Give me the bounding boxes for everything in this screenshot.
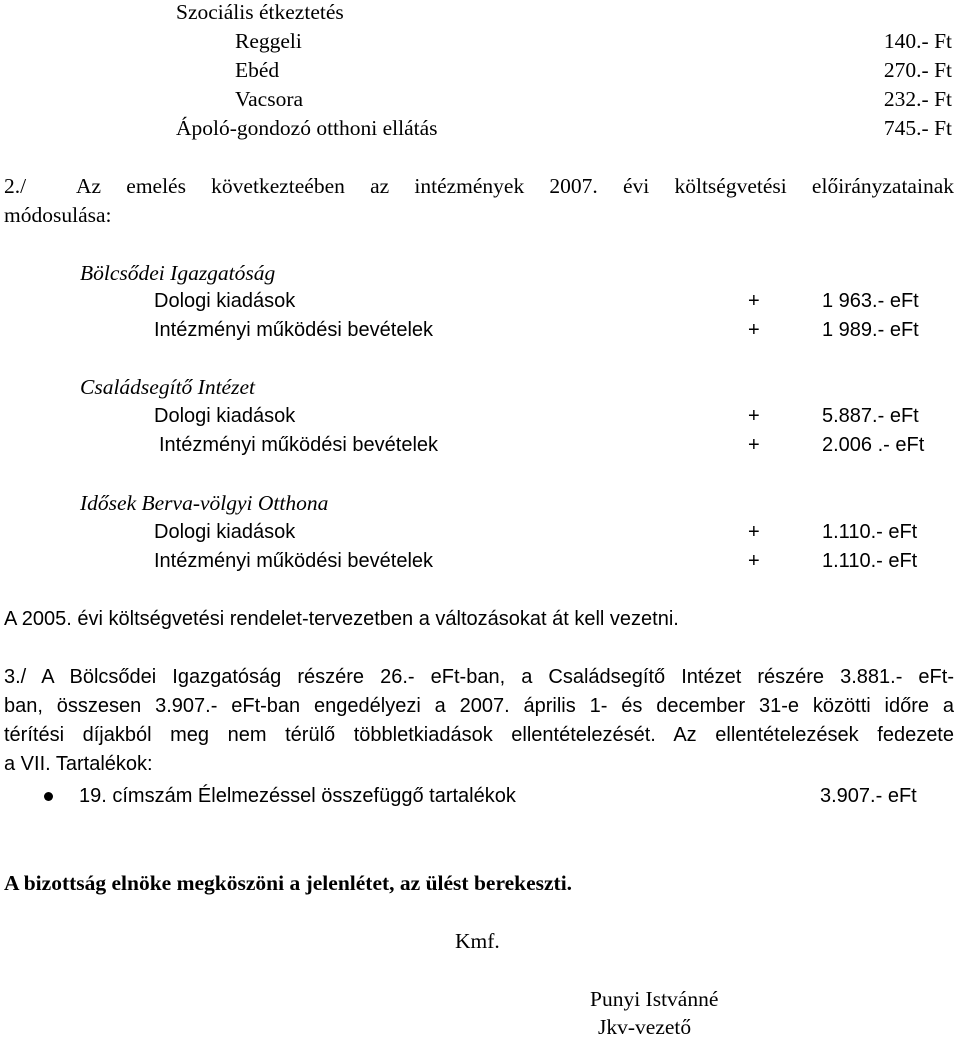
bullet-icon	[44, 792, 53, 801]
bullet-amount: 3.907.- eFt	[820, 785, 917, 807]
row-amount: 5.887.- eFt	[822, 405, 919, 427]
note-2005: A 2005. évi költségvetési rendelet-tervezetben a változásokat át kell vezetni.	[4, 608, 679, 630]
catering-item-price: 140.- Ft	[883, 29, 952, 53]
row-sign: +	[748, 434, 760, 456]
signer-name: Punyi Istvánné	[590, 987, 719, 1011]
section3-line: térítési díjakból meg nem térülő többletkiadások ellentételezését. Az ellentételezések fedezete	[4, 724, 954, 746]
bullet-label: 19. címszám Élelmezéssel összefüggő tartalékok	[79, 785, 516, 807]
row-sign: +	[748, 290, 760, 312]
signer-role: Jkv-vezető	[598, 1015, 692, 1039]
row-label: Dologi kiadások	[154, 290, 296, 312]
catering-item-price: 270.- Ft	[883, 58, 952, 82]
section3-line: ban, összesen 3.907.- eFt-ban engedélyezi a 2007. április 1- és december 31-e közötti időre a	[4, 695, 954, 717]
catering-item-label: Vacsora	[235, 87, 304, 111]
row-amount: 2.006 .- eFt	[822, 434, 925, 456]
institution-name: Idősek Berva-völgyi Otthona	[80, 491, 329, 515]
row-sign: +	[748, 550, 760, 572]
institution-name: Családsegítő Intézet	[80, 375, 255, 399]
section2-number: 2./	[4, 174, 27, 198]
section2-text-line2: módosulása:	[4, 203, 112, 227]
row-amount: 1 989.- eFt	[822, 319, 919, 341]
row-label: Dologi kiadások	[154, 405, 296, 427]
section3-line: 3./ A Bölcsődei Igazgatóság részére 26.- eFt-ban, a Családsegítő Intézet részére 3.881.- eFt-	[4, 666, 954, 688]
row-sign: +	[748, 405, 760, 427]
row-label: Dologi kiadások	[154, 521, 296, 543]
catering-item-label: Reggeli	[235, 29, 302, 53]
row-label: Intézményi működési bevételek	[154, 319, 434, 341]
catering-heading: Szociális étkeztetés	[176, 0, 344, 24]
row-sign: +	[748, 521, 760, 543]
row-label: Intézményi működési bevételek	[159, 434, 439, 456]
catering-item-price: 232.- Ft	[883, 87, 952, 111]
closing-statement: A bizottság elnöke megköszöni a jelenlétet, az ülést berekeszti.	[4, 871, 573, 895]
row-amount: 1.110.- eFt	[822, 521, 918, 543]
row-amount: 1.110.- eFt	[822, 550, 918, 572]
row-sign: +	[748, 319, 760, 341]
catering-item-label: Ebéd	[235, 58, 280, 82]
catering-item-price: 745.- Ft	[883, 116, 952, 140]
section3-line: a VII. Tartalékok:	[4, 753, 153, 775]
catering-item-label: Ápoló-gondozó otthoni ellátás	[176, 116, 438, 140]
section2-text-line1: Az emelés következteében az intézmények 2007. évi költségvetési előirányzatainak	[76, 174, 954, 198]
institution-name: Bölcsődei Igazgatóság	[80, 261, 276, 285]
kmf: Kmf.	[455, 929, 500, 953]
row-label: Intézményi működési bevételek	[154, 550, 434, 572]
row-amount: 1 963.- eFt	[822, 290, 919, 312]
